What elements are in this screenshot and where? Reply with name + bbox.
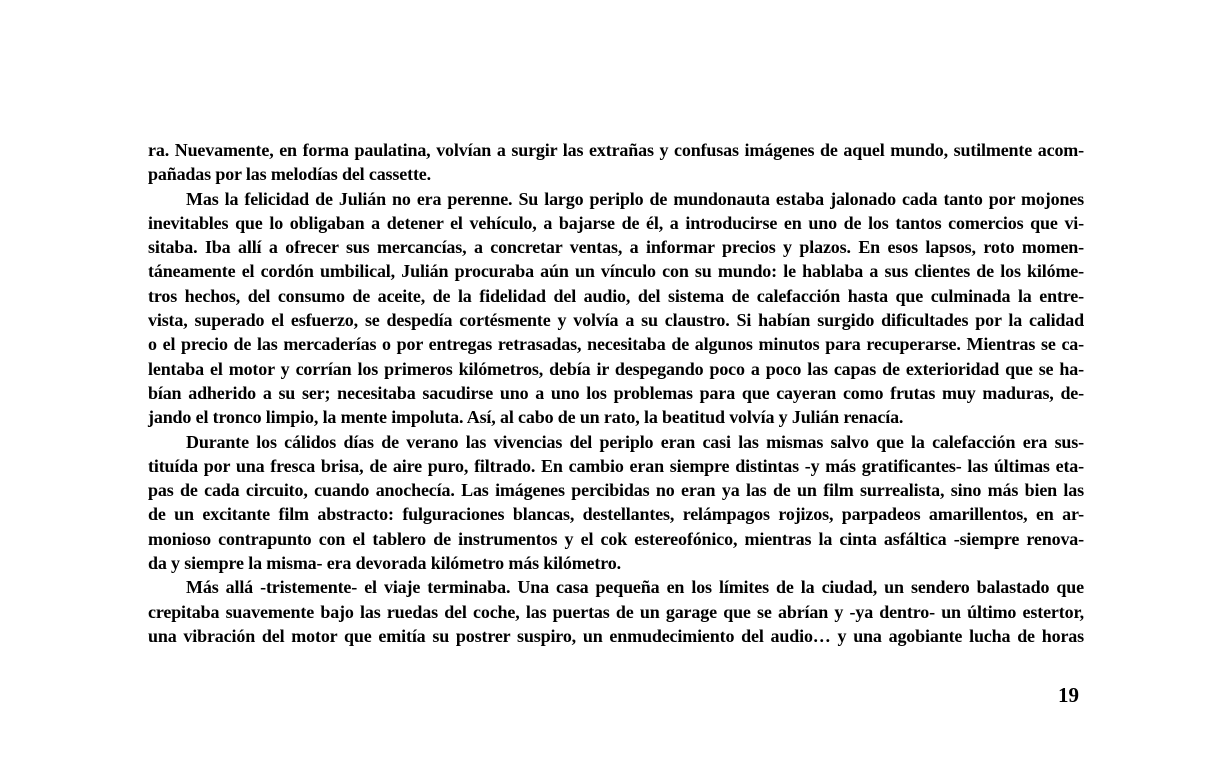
text-line: una vibración del motor que emitía su postrer suspiro, un enmudecimiento del audio… y una agobiante lucha de horas bbox=[148, 625, 1084, 646]
text-line: Mas la felicidad de Julián no era perenne. Su largo periplo de mundonauta estaba jalonado cada tanto por mojones bbox=[186, 188, 1084, 209]
text-line: pas de cada circuito, cuando anochecía. Las imágenes percibidas no eran ya las de un film surrealista, sino más bien las bbox=[148, 480, 1084, 501]
text-line: tros hechos, del consumo de aceite, de la fidelidad del audio, del sistema de calefacción hasta que culminada la entre- bbox=[148, 285, 1084, 306]
text-line: Más allá -tristemente- el viaje terminaba. Una casa pequeña en los límites de la ciudad, un sendero balastado que bbox=[186, 577, 1084, 598]
text-line: bían adherido a su ser; necesitaba sacudirse uno a uno los problemas para que cayeran como frutas muy maduras, de- bbox=[148, 382, 1084, 403]
page-number: 19 bbox=[1058, 683, 1079, 707]
text-line: jando el tronco limpio, la mente impoluta. Así, al cabo de un rato, la beatitud volvía y Julián renacía. bbox=[148, 407, 904, 428]
text-line: Durante los cálidos días de verano las vivencias del periplo eran casi las mismas salvo que la calefacción era sus- bbox=[186, 431, 1084, 452]
text-line: o el precio de las mercaderías o por entregas retrasadas, necesitaba de algunos minutos para recuperarse. Mientras se ca- bbox=[148, 334, 1084, 355]
text-line: vista, superado el esfuerzo, se despedía cortésmente y volvía a su claustro. Si habían surgido dificultades por la calidad bbox=[148, 310, 1084, 331]
text-line: da y siempre la misma- era devorada kilómetro más kilómetro. bbox=[148, 553, 621, 574]
text-line: inevitables que lo obligaban a detener el vehículo, a bajarse de él, a introducirse en uno de los tantos comercios que vi- bbox=[148, 212, 1084, 233]
text-line: ra. Nuevamente, en forma paulatina, volvían a surgir las extrañas y confusas imágenes de aquel mundo, sutilmente acom- bbox=[148, 140, 1084, 160]
text-line: táneamente el cordón umbilical, Julián procuraba aún un vínculo con su mundo: le hablaba a sus clientes de los kilóme- bbox=[148, 261, 1084, 282]
text-line: crepitaba suavemente bajo las ruedas del coche, las puertas de un garage que se abrían y -ya dentro- un último estertor, bbox=[148, 601, 1084, 622]
text-line: tituída por una fresca brisa, de aire puro, filtrado. En cambio eran siempre distintas -y más gratificantes- las últimas eta- bbox=[148, 455, 1084, 476]
text-line: monioso contrapunto con el tablero de instrumentos y el cok estereofónico, mientras la cinta asfáltica -siempre renova- bbox=[148, 528, 1084, 549]
body-text bbox=[148, 138, 1084, 648]
text-line: de un excitante film abstracto: fulguraciones blancas, destellantes, relámpagos rojizos, parpadeos amarillentos, en ar- bbox=[148, 504, 1084, 525]
text-line: pañadas por las melodías del cassette. bbox=[148, 164, 431, 185]
text-line: lentaba el motor y corrían los primeros kilómetros, debía ir despegando poco a poco las capas de exterioridad que se ha- bbox=[148, 358, 1084, 379]
text-line: sitaba. Iba allí a ofrecer sus mercancías, a concretar ventas, a informar precios y plazos. En esos lapsos, roto momen- bbox=[148, 237, 1084, 258]
